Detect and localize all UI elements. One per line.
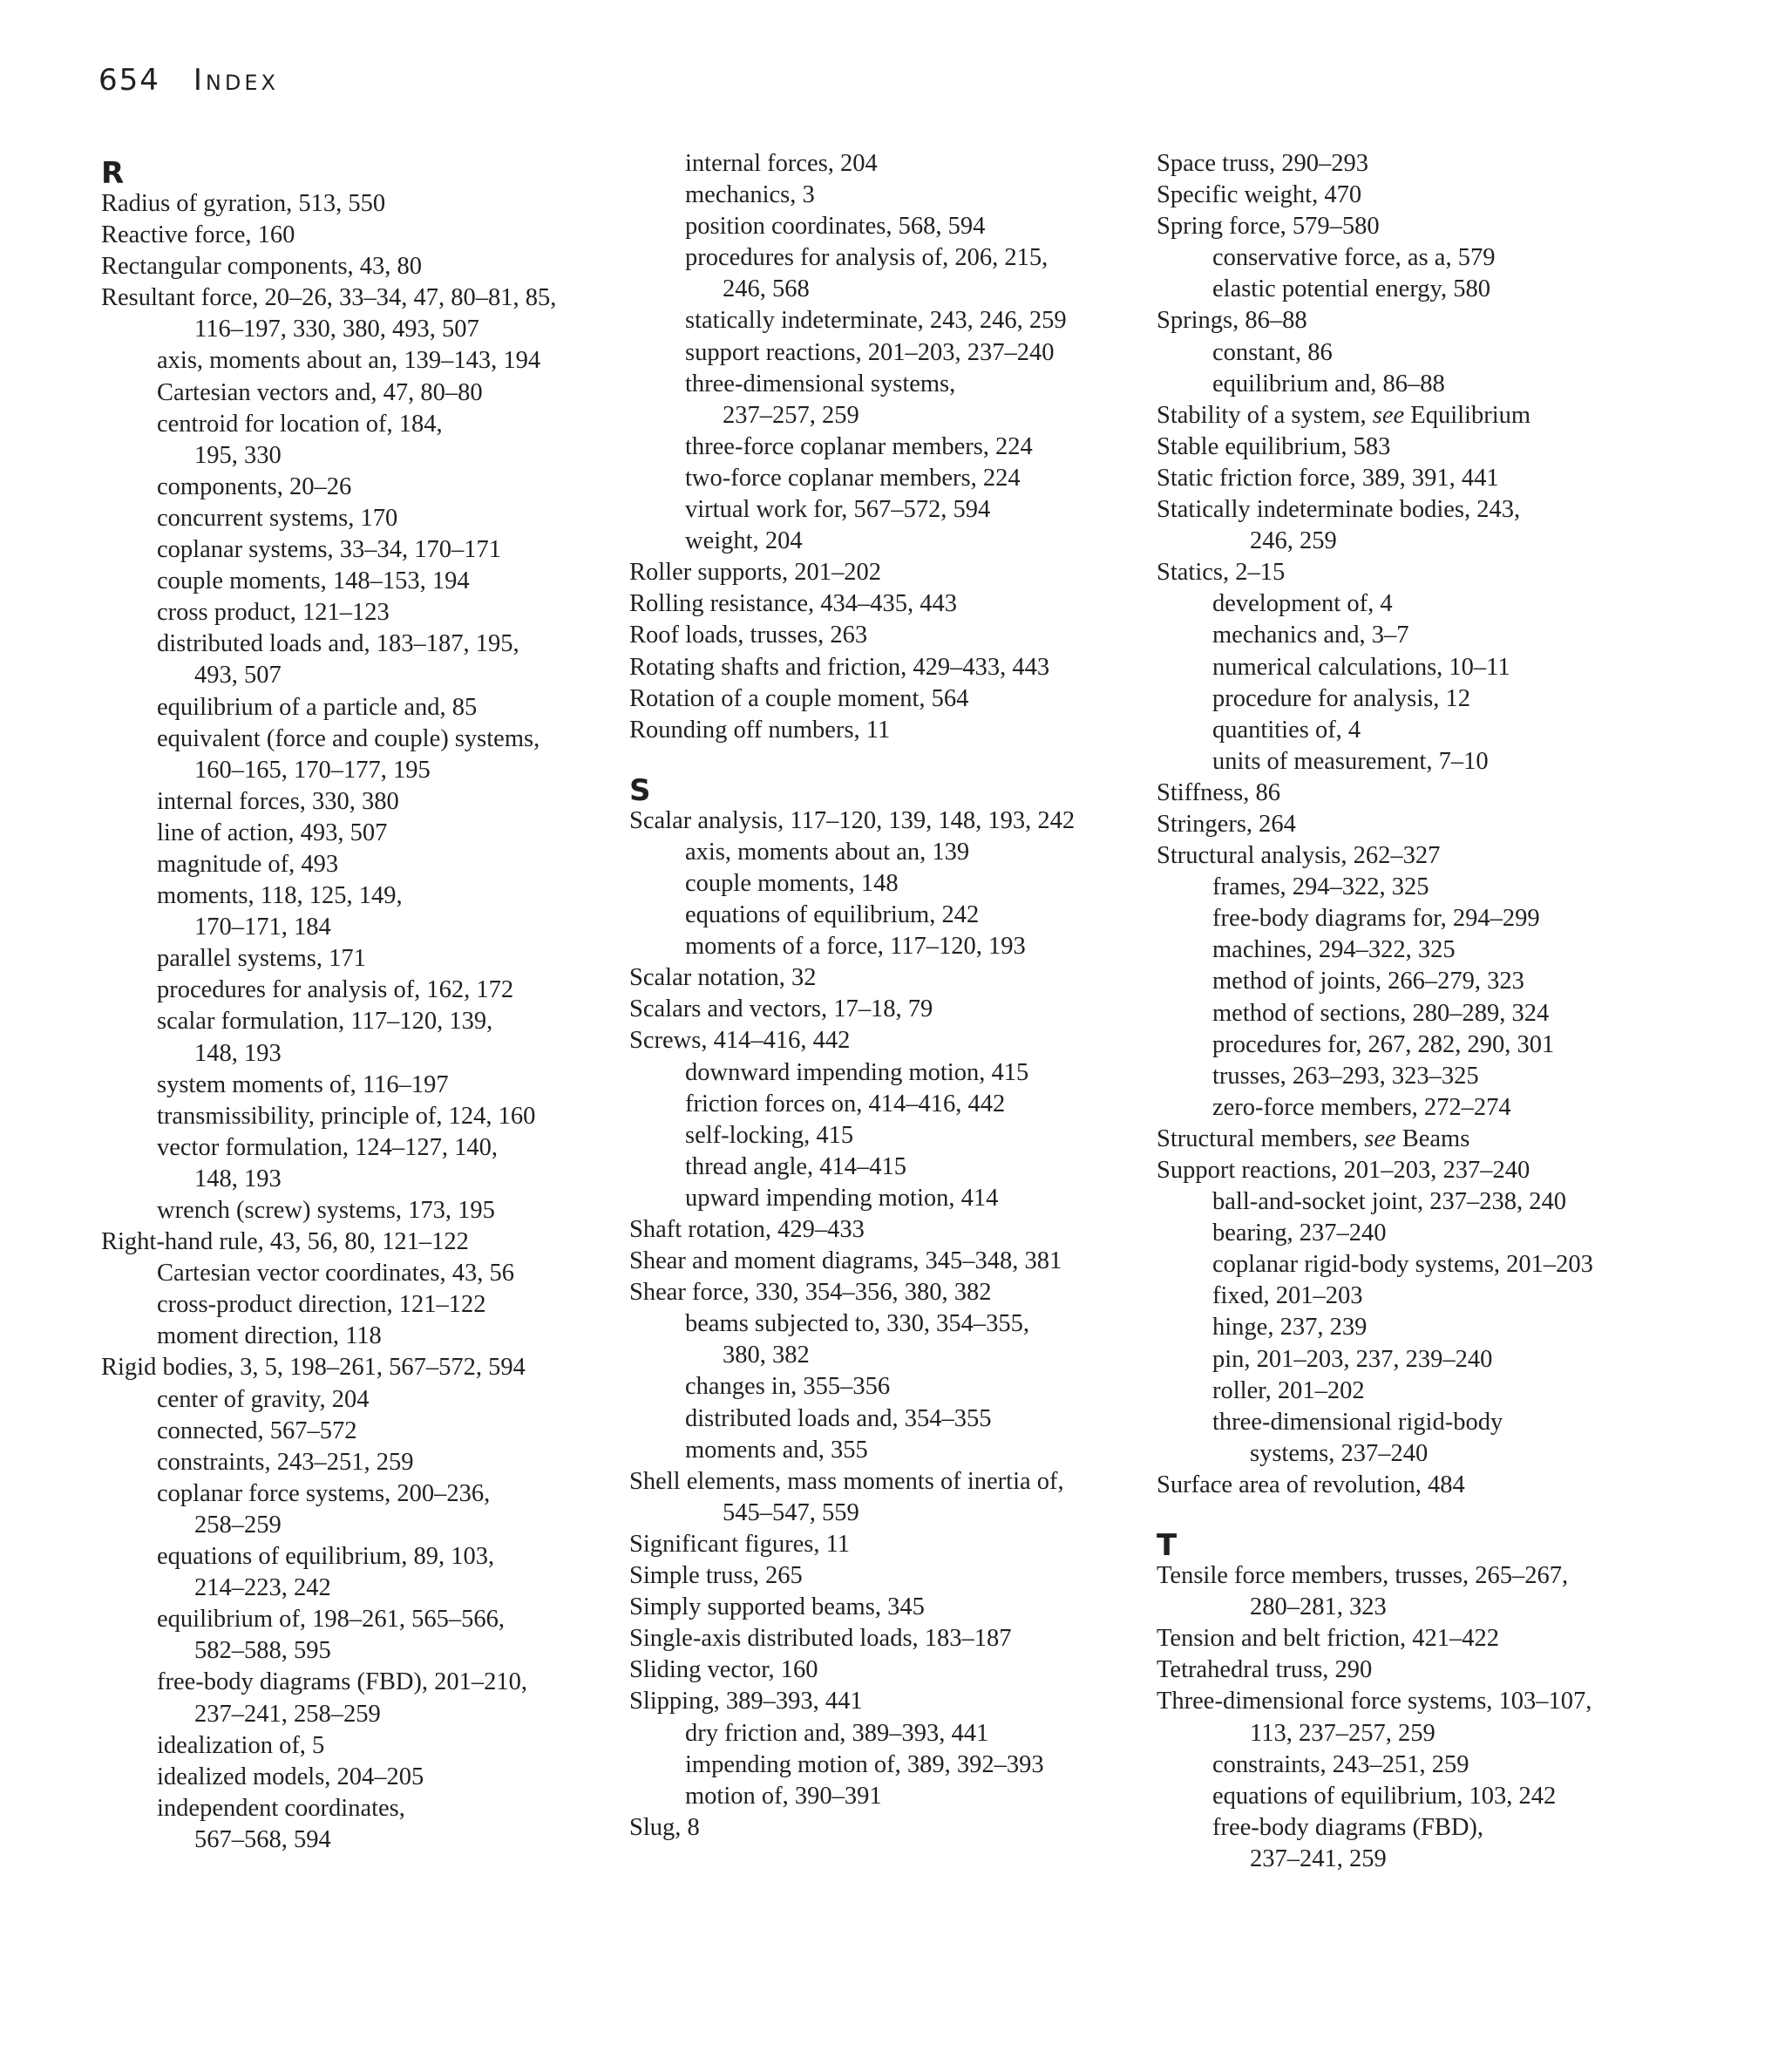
index-subentry: constraints, 243–251, 259 [157, 1448, 414, 1476]
index-subentry: equations of equilibrium, 89, 103, [157, 1543, 495, 1571]
index-subentry: beams subjected to, 330, 354–355, [685, 1310, 1029, 1338]
index-continuation: 567–568, 594 [194, 1825, 331, 1853]
index-entry: Reactive force, 160 [101, 221, 295, 249]
index-subentry: cross product, 121–123 [157, 599, 390, 627]
index-entry: Rounding off numbers, 11 [629, 716, 891, 744]
index-entry: Scalar analysis, 117–120, 139, 148, 193, 242 [629, 806, 1076, 834]
index-continuation: 246, 568 [723, 275, 810, 303]
index-entry [1157, 1124, 1680, 1155]
index-entry: Rotation of a couple moment, 564 [629, 684, 969, 712]
index-entry: Static friction force, 389, 391, 441 [1157, 464, 1499, 492]
section-letter: T [1157, 1528, 1178, 1564]
index-subentry: independent coordinates, [157, 1794, 405, 1822]
index-subentry: components, 20–26 [157, 472, 352, 500]
index-subentry: internal forces, 204 [685, 150, 878, 177]
index-entry: Stringers, 264 [1157, 810, 1296, 838]
index-subentry: zero-force members, 272–274 [1212, 1093, 1511, 1121]
index-subentry: connected, 567–572 [157, 1416, 357, 1444]
index-entry: Roller supports, 201–202 [629, 559, 881, 587]
index-entry: Spring force, 579–580 [1157, 213, 1380, 241]
index-entry: Support reactions, 201–203, 237–240 [1157, 1157, 1530, 1184]
index-entry: Shell elements, mass moments of inertia of, [629, 1467, 1064, 1495]
index-continuation: 237–257, 259 [723, 401, 859, 429]
index-subentry: upward impending motion, 414 [685, 1184, 999, 1212]
index-continuation: 237–241, 258–259 [194, 1700, 381, 1728]
index-entry: Specific weight, 470 [1157, 181, 1362, 209]
index-continuation: 493, 507 [194, 662, 282, 690]
index-subentry: transmissibility, principle of, 124, 160 [157, 1102, 536, 1130]
index-entry: Single-axis distributed loads, 183–187 [629, 1625, 1012, 1653]
section-gap [629, 746, 1126, 765]
running-head [98, 63, 279, 98]
index-entry: Structural analysis, 262–327 [1157, 842, 1441, 870]
index-subentry: fixed, 201–203 [1212, 1282, 1363, 1310]
index-subentry: free-body diagrams (FBD), [1212, 1813, 1484, 1841]
index-subentry: scalar formulation, 117–120, 139, [157, 1008, 493, 1036]
entry-text: Stability of a system, [1157, 401, 1373, 429]
index-continuation: 545–547, 559 [723, 1498, 859, 1526]
index-subentry: constraints, 243–251, 259 [1212, 1750, 1469, 1778]
index-entry: Tension and belt friction, 421–422 [1157, 1625, 1499, 1653]
index-subentry: hinge, 237, 239 [1212, 1314, 1368, 1342]
index-subentry: ball-and-socket joint, 237–238, 240 [1212, 1188, 1567, 1216]
index-subentry: free-body diagrams (FBD), 201–210, [157, 1668, 528, 1696]
section-letter: R [101, 156, 125, 191]
index-subentry: weight, 204 [685, 527, 803, 555]
index-entry: Shear force, 330, 354–356, 380, 382 [629, 1279, 992, 1307]
index-subentry: three-dimensional systems, [685, 370, 956, 397]
index-entry: Statics, 2–15 [1157, 559, 1286, 587]
index-subentry: distributed loads and, 183–187, 195, [157, 630, 519, 658]
index-subentry: line of action, 493, 507 [157, 819, 388, 846]
index-subentry: centroid for location of, 184, [157, 410, 443, 438]
index-subentry: equilibrium of a particle and, 85 [157, 693, 478, 721]
index-entry: Stable equilibrium, 583 [1157, 432, 1391, 460]
index-subentry: quantities of, 4 [1212, 716, 1361, 744]
index-subentry: coplanar force systems, 200–236, [157, 1479, 491, 1507]
index-continuation: 195, 330 [194, 441, 282, 469]
index-subentry: mechanics and, 3–7 [1212, 622, 1409, 649]
index-entry: Rolling resistance, 434–435, 443 [629, 590, 957, 618]
index-entry: Tetrahedral truss, 290 [1157, 1656, 1373, 1684]
page-number: 654 [98, 63, 160, 98]
see-target: Beams [1395, 1124, 1470, 1152]
index-entry [1157, 400, 1680, 431]
index-subentry: friction forces on, 414–416, 442 [685, 1090, 1006, 1118]
index-subentry: distributed loads and, 354–355 [685, 1404, 992, 1432]
index-subentry: mechanics, 3 [685, 181, 815, 209]
index-entry: Roof loads, trusses, 263 [629, 622, 868, 649]
index-subentry: moments, 118, 125, 149, [157, 882, 403, 910]
index-subentry: concurrent systems, 170 [157, 504, 398, 532]
index-column-1 [101, 148, 589, 1856]
index-entry: Springs, 86–88 [1157, 307, 1307, 335]
index-subentry: couple moments, 148 [685, 869, 899, 897]
see-reference: see [1372, 401, 1405, 429]
index-entry: Right-hand rule, 43, 56, 80, 121–122 [101, 1228, 469, 1256]
index-entry: Scalar notation, 32 [629, 964, 817, 992]
index-subentry: idealization of, 5 [157, 1731, 325, 1759]
index-subentry: bearing, 237–240 [1212, 1219, 1387, 1247]
index-subentry: Cartesian vector coordinates, 43, 56 [157, 1260, 514, 1287]
index-subentry: elastic potential energy, 580 [1212, 275, 1490, 303]
index-subentry: procedures for analysis of, 206, 215, [685, 244, 1049, 272]
index-subentry: units of measurement, 7–10 [1212, 747, 1489, 775]
index-subentry: development of, 4 [1212, 590, 1393, 618]
index-continuation: 280–281, 323 [1250, 1593, 1387, 1621]
index-subentry: procedures for analysis of, 162, 172 [157, 976, 514, 1004]
index-subentry: two-force coplanar members, 224 [685, 464, 1021, 492]
index-entry: Rotating shafts and friction, 429–433, 443 [629, 653, 1050, 681]
index-subentry: dry friction and, 389–393, 441 [685, 1719, 989, 1747]
index-subentry: conservative force, as a, 579 [1212, 244, 1496, 272]
index-continuation: 160–165, 170–177, 195 [194, 756, 431, 784]
index-subentry: pin, 201–203, 237, 239–240 [1212, 1345, 1493, 1373]
index-subentry: axis, moments about an, 139–143, 194 [157, 347, 541, 375]
index-continuation: 113, 237–257, 259 [1250, 1719, 1435, 1747]
index-entry: Sliding vector, 160 [629, 1656, 818, 1684]
see-reference: see [1364, 1124, 1396, 1152]
index-subentry: statically indeterminate, 243, 246, 259 [685, 307, 1067, 335]
index-subentry: three-force coplanar members, 224 [685, 432, 1033, 460]
index-subentry: cross-product direction, 121–122 [157, 1291, 486, 1319]
index-subentry: thread angle, 414–415 [685, 1152, 907, 1180]
index-continuation: 148, 193 [194, 1039, 282, 1067]
index-subentry: three-dimensional rigid-body [1212, 1408, 1503, 1436]
index-continuation: systems, 237–240 [1250, 1439, 1429, 1467]
index-subentry: support reactions, 201–203, 237–240 [685, 338, 1055, 366]
index-entry: Screws, 414–416, 442 [629, 1027, 851, 1055]
index-subentry: downward impending motion, 415 [685, 1058, 1029, 1086]
index-subentry: equilibrium and, 86–88 [1212, 370, 1445, 397]
index-subentry: coplanar rigid-body systems, 201–203 [1212, 1251, 1593, 1279]
index-continuation: 258–259 [194, 1511, 282, 1539]
index-subentry: moments of a force, 117–120, 193 [685, 933, 1026, 961]
index-entry: Significant figures, 11 [629, 1530, 851, 1558]
index-continuation: 582–588, 595 [194, 1637, 331, 1665]
index-entry: Surface area of revolution, 484 [1157, 1471, 1465, 1498]
index-subentry: frames, 294–322, 325 [1212, 873, 1429, 901]
index-subentry: self-locking, 415 [685, 1121, 854, 1149]
index-column-2 [629, 148, 1126, 1844]
section-gap [1157, 1501, 1680, 1520]
index-entry: Stiffness, 86 [1157, 778, 1280, 806]
index-continuation: 170–171, 184 [194, 914, 331, 941]
index-subentry: system moments of, 116–197 [157, 1070, 449, 1098]
index-subentry: constant, 86 [1212, 338, 1333, 366]
index-subentry: equations of equilibrium, 103, 242 [1212, 1782, 1557, 1810]
index-entry: Shaft rotation, 429–433 [629, 1216, 865, 1243]
index-entry: Shear and moment diagrams, 345–348, 381 [629, 1247, 1062, 1275]
index-subentry: procedure for analysis, 12 [1212, 684, 1470, 712]
entry-text: Structural members, [1157, 1124, 1365, 1152]
index-entry: Slipping, 389–393, 441 [629, 1688, 863, 1715]
section-letter: S [629, 772, 651, 808]
index-subentry: method of joints, 266–279, 323 [1212, 968, 1524, 995]
index-subentry: wrench (screw) systems, 173, 195 [157, 1197, 495, 1224]
index-entry: Statically indeterminate bodies, 243, [1157, 496, 1521, 524]
index-subentry: equations of equilibrium, 242 [685, 901, 980, 929]
index-subentry: free-body diagrams for, 294–299 [1212, 905, 1540, 933]
index-column-3 [1157, 148, 1680, 1875]
index-entry: Scalars and vectors, 17–18, 79 [629, 995, 933, 1023]
index-subentry: roller, 201–202 [1212, 1376, 1365, 1404]
index-entry: Simple truss, 265 [629, 1562, 803, 1590]
index-subentry: couple moments, 148–153, 194 [157, 567, 470, 595]
index-continuation: 380, 382 [723, 1342, 810, 1369]
index-entry: Simply supported beams, 345 [629, 1593, 925, 1621]
index-subentry: procedures for, 267, 282, 290, 301 [1212, 1030, 1555, 1058]
index-subentry: equilibrium of, 198–261, 565–566, [157, 1606, 505, 1634]
page-title: Index [193, 63, 279, 98]
index-subentry: motion of, 390–391 [685, 1782, 882, 1810]
index-subentry: equivalent (force and couple) systems, [157, 724, 540, 752]
index-subentry: moment direction, 118 [157, 1322, 382, 1350]
index-subentry: vector formulation, 124–127, 140, [157, 1133, 499, 1161]
index-subentry: machines, 294–322, 325 [1212, 936, 1456, 964]
index-entry: Three-dimensional force systems, 103–107, [1157, 1688, 1592, 1715]
index-subentry: magnitude of, 493 [157, 850, 339, 878]
index-continuation: 246, 259 [1250, 527, 1337, 555]
index-entry: Rigid bodies, 3, 5, 198–261, 567–572, 594 [101, 1354, 526, 1382]
index-continuation: 237–241, 259 [1250, 1844, 1387, 1872]
index-subentry: coplanar systems, 33–34, 170–171 [157, 536, 501, 564]
index-subentry: idealized models, 204–205 [157, 1763, 424, 1790]
index-subentry: virtual work for, 567–572, 594 [685, 496, 991, 524]
index-entry: Resultant force, 20–26, 33–34, 47, 80–81, 85, [101, 284, 557, 312]
see-target: Equilibrium [1404, 401, 1531, 429]
index-continuation: 148, 193 [194, 1165, 282, 1192]
index-subentry: trusses, 263–293, 323–325 [1212, 1062, 1479, 1090]
index-subentry: axis, moments about an, 139 [685, 838, 970, 866]
index-continuation: 116–197, 330, 380, 493, 507 [194, 316, 479, 343]
index-entry: Radius of gyration, 513, 550 [101, 190, 386, 217]
index-subentry: impending motion of, 389, 392–393 [685, 1750, 1044, 1778]
index-subentry: numerical calculations, 10–11 [1212, 653, 1510, 681]
index-subentry: parallel systems, 171 [157, 945, 366, 973]
index-entry: Space truss, 290–293 [1157, 150, 1369, 177]
index-continuation: 214–223, 242 [194, 1574, 331, 1602]
index-subentry: position coordinates, 568, 594 [685, 213, 986, 241]
index-subentry: internal forces, 330, 380 [157, 787, 399, 815]
index-entry: Tensile force members, trusses, 265–267, [1157, 1562, 1569, 1590]
index-subentry: method of sections, 280–289, 324 [1212, 999, 1550, 1027]
index-subentry: changes in, 355–356 [685, 1373, 891, 1401]
index-entry: Slug, 8 [629, 1813, 700, 1841]
index-entry: Rectangular components, 43, 80 [101, 253, 423, 281]
index-subentry: center of gravity, 204 [157, 1385, 370, 1413]
index-subentry: moments and, 355 [685, 1436, 868, 1464]
index-subentry: Cartesian vectors and, 47, 80–80 [157, 378, 483, 406]
